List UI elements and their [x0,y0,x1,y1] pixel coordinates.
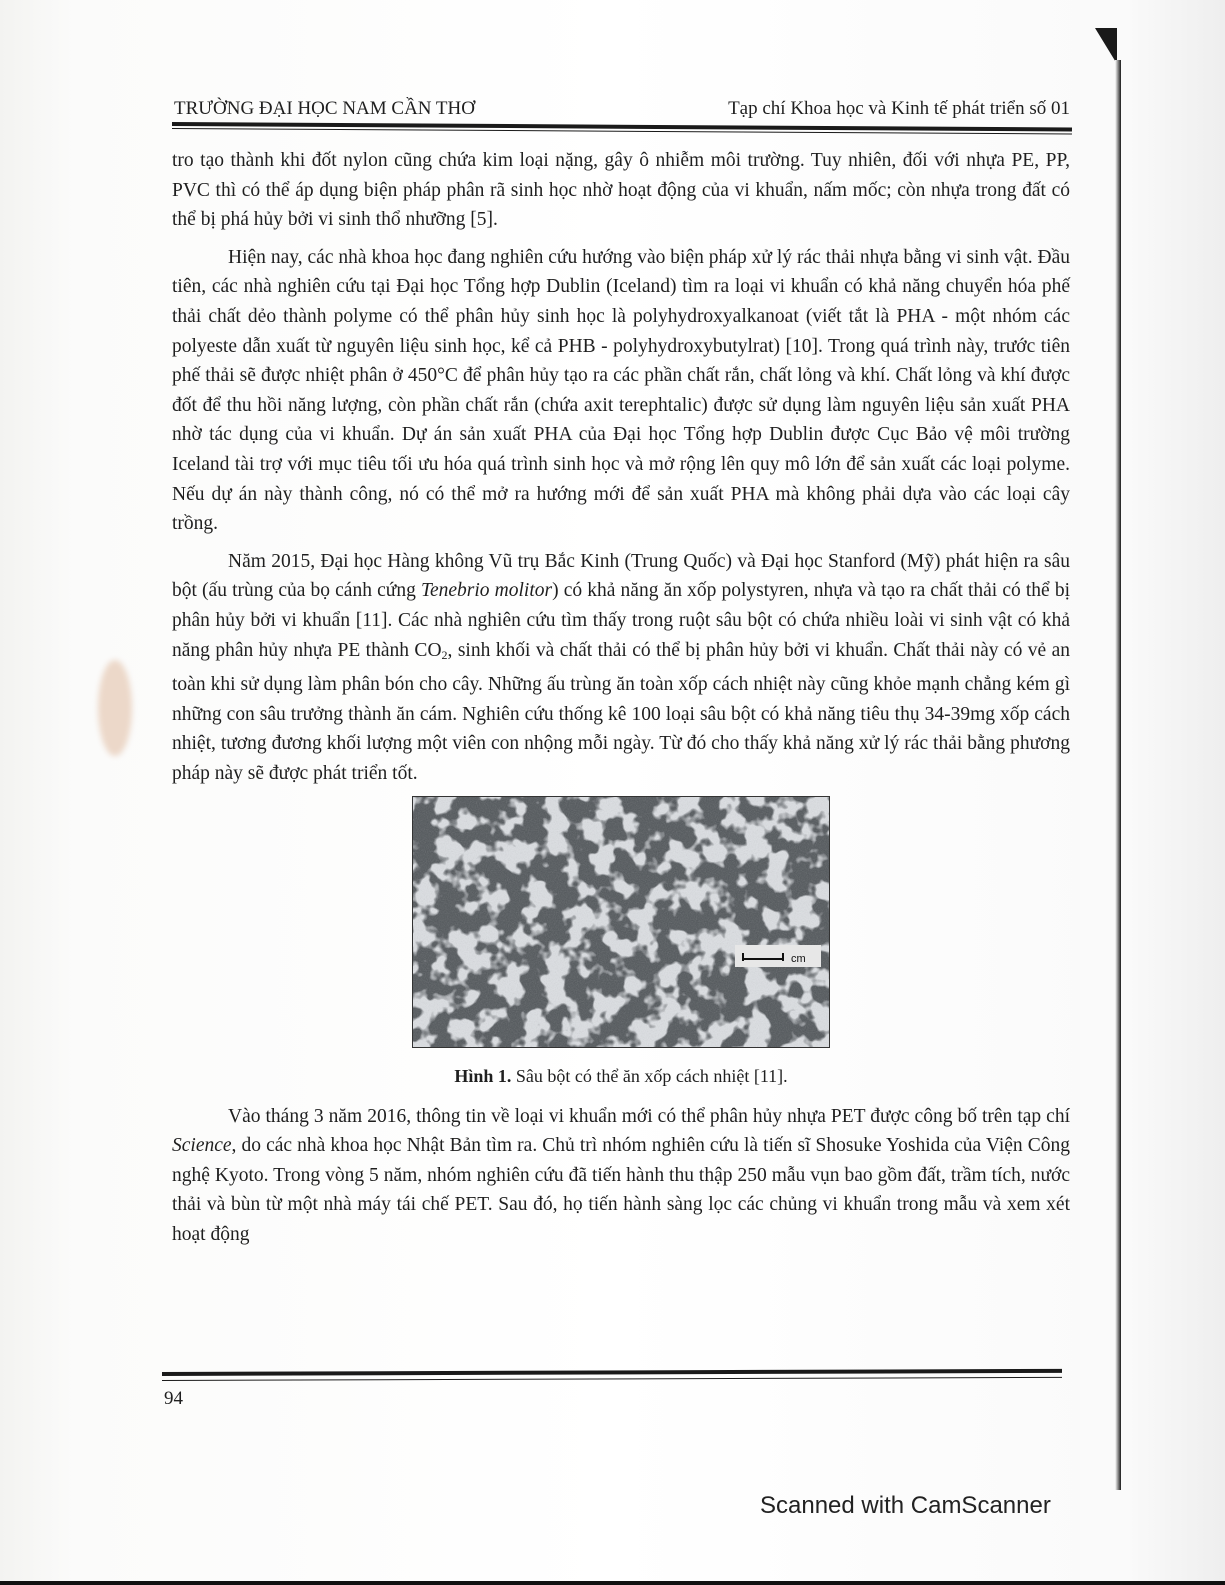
species-name: Tenebrio molitor [420,580,553,602]
scale-bar-unit: cm [791,953,806,966]
paragraph-3-text-c: , sinh khối và chất thải có thể bị phân hủy bởi vi khuẩn. Chất thải này có vẻ an toàn khi sử dụng làm phân bón cho cây. Những ấu trùng ăn toàn xốp cách nhiệt này cũng khỏe mạnh chẳng kém gì những con sâu trưởng thành ăn cám. Nghiên cứu thống kê 100 loại sâu bột có khả năng tiêu thụ 34-39mg xốp cách nhiệt, tương đương khối lượng một viên con nhộng mỗi ngày. Từ đó cho thấy khả năng xử lý rác thải bằng phương pháp này sẽ được phát triển tốt. [172,639,1071,784]
footer-rule [162,1369,1062,1376]
caption-label: Hình 1. [454,1066,512,1087]
paragraph-3-text-b: ) có khả năng ăn xốp polystyren, nhựa và tạo ra chất thải có thể bị phân hủy bởi vi khuẩn [11]. Các nhà nghiên cứu tìm thấy trong ruột sâu bột có chứa nhiều loài vi sinh vật có khả năng phân hủy nhựa PE thành CO [172,580,1070,661]
scanner-watermark: Scanned with CamScanner [760,1492,1051,1519]
journal-name: Science [172,1135,232,1157]
scanner-thumb [98,660,132,756]
header-institution: TRƯỜNG ĐẠI HỌC NAM CẦN THƠ [174,98,475,119]
figure-caption [172,1062,1070,1092]
article-body [172,146,1070,1258]
paragraph-1: tro tạo thành khi đốt nylon cũng chứa kim loại nặng, gây ô nhiễm môi trường. Tuy nhiên, đối với nhựa PE, PP, PVC thì có thể áp dụng biện pháp phân rã sinh học nhờ hoạt động của vi khuẩn, nấm mốc; còn nhựa trong đất có thể bị phá hủy bởi vi sinh thổ nhưỡng [5]. [172,150,1070,231]
page-number: 94 [164,1388,183,1409]
paragraph-3 [172,547,1070,789]
paragraph-3-text-a: Năm 2015, Đại học Hàng không Vũ trụ Bắc Kinh (Trung Quốc) và Đại học Stanford (Mỹ) phát hiện ra sâu bột (ấu trùng của bọ cánh cứng [172,550,1070,602]
paragraph-2: Hiện nay, các nhà khoa học đang nghiên cứu hướng vào biện pháp xử lý rác thải nhựa bằng vi sinh vật. Đầu tiên, các nhà nghiên cứu tại Đại học Tổng hợp Dublin (Iceland) tìm ra loại vi khuẩn có khả năng chuyển hóa phế thải chất dẻo thành polyme có thể phân hủy sinh học là polyhydroxyalkanoat (viết tắt là PHA - một nhóm các polyeste dẫn xuất từ nguyên liệu sinh học, kể cả PHB - polyhydroxybutylrat) [10]. Trong quá trình này, trước tiên phế thải sẽ được nhiệt phân ở 450°C để phân hủy tạo ra các phần chất rắn, chất lỏng và khí. Chất lỏng và khí được đốt để thu hồi năng lượng, còn phần chất rắn (chứa axit terephtalic) được sử dụng làm nguyên liệu sản xuất PHA nhờ tác dụng của vi khuẩn. Dự án sản xuất PHA của Đại học Tổng hợp Dublin được Cục Bảo vệ môi trường Iceland tài trợ với mục tiêu tối ưu hóa quá trình sinh học và mở rộng lên quy mô lớn để sản xuất các loại polyme. Nếu dự án này thành công, nó có thể mở ra hướng mới để sản xuất PHA mà không phải dựa vào các loại cây trồng. [172,246,1070,535]
paragraph-4-text-b: , do các nhà khoa học Nhật Bản tìm ra. Chủ trì nhóm nghiên cứu là tiến sĩ Shosuke Yoshida của Viện Công nghệ Kyoto. Trong vòng 5 năm, nhóm nghiên cứu đã tiến hành thu thập 250 mẫu vụn bao gồm đất, trầm tích, nước thải và bùn từ một nhà máy tái chế PET. Sau đó, họ tiến hành sàng lọc các chủng vi khuẩn trong mẫu và xem xét hoạt động [172,1135,1070,1246]
page-corner-shadow [1095,28,1117,64]
caption-text: Sâu bột có thể ăn xốp cách nhiệt [11]. [511,1066,788,1087]
footer-rule-thin [162,1377,1062,1381]
co2-subscript: 2 [441,647,448,662]
header-journal: Tạp chí Khoa học và Kinh tế phát triển số 01 [728,98,1070,119]
page-edge-shadow [1115,60,1121,1490]
scale-bar [735,945,821,967]
paragraph-4-text-a: Vào tháng 3 năm 2016, thông tin về loại vi khuẩn mới có thể phân hủy nhựa PET được công bố trên tạp chí [228,1105,1070,1127]
figure-1 [172,796,1070,1058]
bottom-border [0,1581,1225,1585]
paragraph-4 [172,1102,1070,1250]
running-header [174,86,1070,120]
mealworm-foam-photo [412,796,830,1048]
